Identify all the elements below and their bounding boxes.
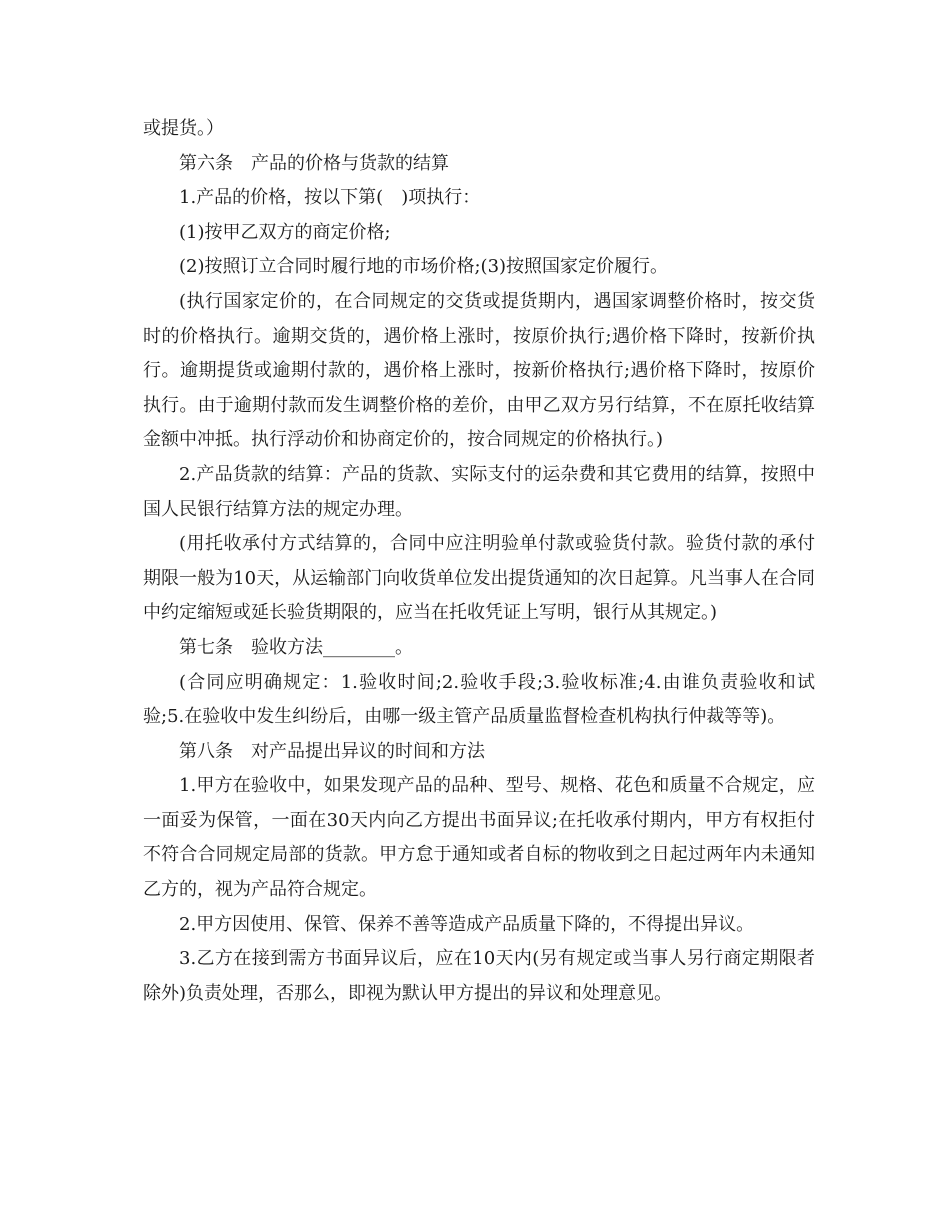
clause-objection-1: 1.甲方在验收中，如果发现产品的品种、型号、规格、花色和质量不合规定，应一面妥为保管，一面在30天内向乙方提出书面异议;在托收承付期内，甲方有权拒付不符合合同规定局部的货款。甲方怠于通知或者自标的物收到之日起过两年内未通知乙方的，视为产品符合规定。 (143, 775, 815, 901)
clause-price: 1.产品的价格，按以下第( )项执行： (179, 187, 481, 209)
clause-price-option-1: (1)按甲乙双方的商定价格; (179, 221, 391, 243)
note-acceptance: (合同应明确规定：1.验收时间;2.验收手段;3.验收标准;4.由谁负责验收和试验;5.在验收中发生纠纷后，由哪一级主管产品质量监督检查机构执行仲裁等等)。 (143, 671, 815, 728)
document-body (143, 112, 815, 1011)
note-collection-payment: (用托收承付方式结算的，合同中应注明验单付款或验货付款。验货付款的承付期限一般为10天，从运输部门向收货单位发出提货通知的次日起算。凡当事人在合同中约定缩短或延长验货期限的，应当在托收凭证上写明，银行从其规定。) (143, 533, 815, 624)
article-6-heading: 第六条 产品的价格与货款的结算 (179, 152, 449, 174)
note-state-pricing: (执行国家定价的，在合同规定的交货或提货期内，遇国家调整价格时，按交货时的价格执行。逾期交货的，遇价格上涨时，按原价执行;遇价格下降时，按新价执行。逾期提货或逾期付款的，遇价格上涨时，按新价格执行;遇价格下降时，按原价执行。由于逾期付款而发生调整价格的差价，由甲乙双方另行结算，不在原托收结算金额中冲抵。执行浮动价和协商定价的，按合同规定的价格执行。) (143, 290, 815, 451)
clause-objection-3: 3.乙方在接到需方书面异议后，应在10天内(另有规定或当事人另行商定期限者除外)负责处理，否那么，即视为默认甲方提出的异议和处理意见。 (143, 948, 815, 1004)
paragraph-continuation: 或提货。） (143, 118, 224, 139)
article-7-heading: 第七条 验收方法________。 (179, 636, 413, 658)
clause-payment-settlement: 2.产品货款的结算：产品的货款、实际支付的运杂费和其它费用的结算，按照中国人民银行结算方法的规定办理。 (143, 463, 815, 520)
article-8-heading: 第八条 对产品提出异议的时间和方法 (179, 740, 485, 762)
clause-price-option-2-3: (2)按照订立合同时履行地的市场价格;(3)按照国家定价履行。 (179, 256, 669, 278)
clause-objection-2: 2.甲方因使用、保管、保养不善等造成产品质量下降的，不得提出异议。 (179, 913, 755, 935)
